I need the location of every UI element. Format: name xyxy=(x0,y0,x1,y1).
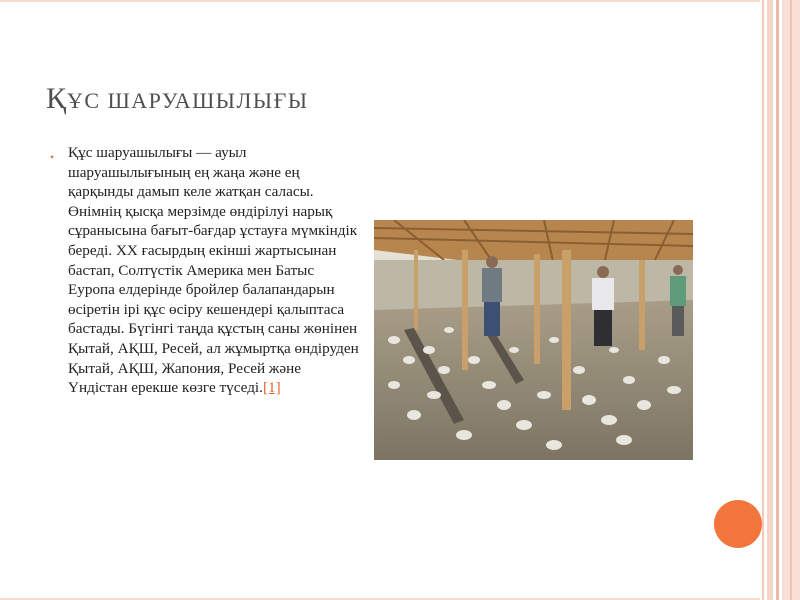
title-first-letter: Қ xyxy=(46,82,68,115)
decor-stripe xyxy=(767,0,773,600)
body-text: Құс шаруашылығы — ауыл шаруашылығының ең жаңа және ең қарқынды дамып келе жатқан саласы. Өнімнің қысқа мерзімде өндірілуі нарық сұранысына бағыт-бағдар ұстауға мүмкіндік береді. XX ғасырдың екінші жартысынан бастап, Солтүстік Америка мен Батыс Еуропа елдерінде бройлер балапандарын өсіретін ірі құс өсіру кешендері қалыптаса бастады. Бүгінгі таңда құстың саны жөнінен Қытай, АҚШ, Ресей, ал жұмыртқа өндіруден Қытай, АҚШ, Жапония, Ресей және Үндістан ерекше көзге түседі. xyxy=(68,144,359,397)
accent-circle xyxy=(714,500,762,548)
poultry-barn-photo xyxy=(374,220,693,460)
photo-illustration xyxy=(374,220,693,460)
reference-link[interactable]: [1] xyxy=(262,379,281,397)
bullet-icon: • xyxy=(50,150,55,164)
frame-top-line xyxy=(0,0,760,2)
decor-stripe xyxy=(790,0,792,600)
title-rest: ҰС ШАРУАШЫЛЫҒЫ xyxy=(67,88,309,113)
decor-stripe xyxy=(776,0,779,600)
slide-title xyxy=(46,82,309,116)
body-paragraph xyxy=(68,143,360,398)
decor-stripe xyxy=(762,0,764,600)
